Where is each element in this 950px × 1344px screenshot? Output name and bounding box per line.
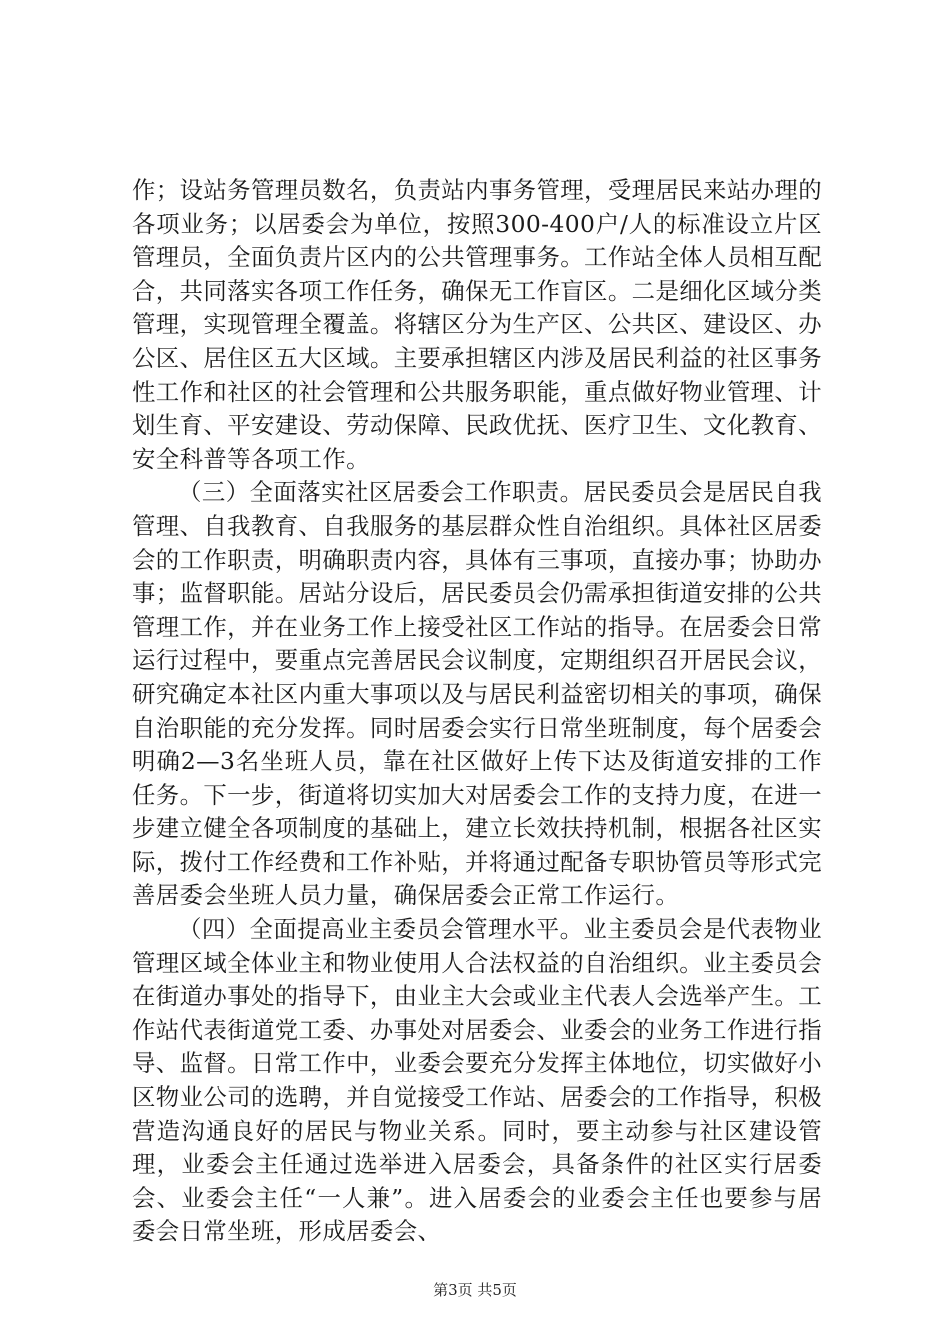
body-text [132, 174, 822, 1249]
paragraph-continuation: 作；设站务管理员数名，负责站内事务管理，受理居民来站办理的各项业务；以居委会为单位，按照300-400户/人的标准设立片区管理员，全面负责片区内的公共管理事务。工作站全体人员相互配合，共同落实各项工作任务，确保无工作盲区。二是细化区域分类管理，实现管理全覆盖。将辖区分为生产区、公共区、建设区、办公区、居住区五大区域。主要承担辖区内涉及居民利益的社区事务性工作和社区的社会管理和公共服务职能，重点做好物业管理、计划生育、平安建设、劳动保障、民政优抚、医疗卫生、文化教育、安全科普等各项工作。 [132, 176, 822, 473]
paragraph-section-three: （三）全面落实社区居委会工作职责。居民委员会是居民自我管理、自我教育、自我服务的基层群众性自治组织。具体社区居委会的工作职责，明确职责内容，具体有三事项，直接办事；协助办事；监督职能。居站分设后，居民委员会仍需承担街道安排的公共管理工作，并在业务工作上接受社区工作站的指导。在居委会日常运行过程中，要重点完善居民会议制度，定期组织召开居民会议，研究确定本社区内重大事项以及与居民利益密切相关的事项，确保自治职能的充分发挥。同时居委会实行日常坐班制度，每个居委会明确2—3名坐班人员，靠在社区做好上传下达及街道安排的工作任务。下一步，街道将切实加大对居委会工作的支持力度，在进一步建立健全各项制度的基础上，建立长效扶持机制，根据各社区实际，拨付工作经费和工作补贴，并将通过配备专职协管员等形式完善居委会坐班人员力量，确保居委会正常工作运行。 [132, 478, 822, 910]
page-footer: 第3页 共5页 [433, 1281, 517, 1299]
paragraph-section-four: （四）全面提高业主委员会管理水平。业主委员会是代表物业管理区域全体业主和物业使用人合法权益的自治组织。业主委员会在街道办事处的指导下，由业主大会或业主代表人会选举产生。工作站代表街道党工委、办事处对居委会、业委会的业务工作进行指导、监督。日常工作中，业委会要充分发挥主体地位，切实做好小区物业公司的选聘，并自觉接受工作站、居委会的工作指导，积极营造沟通良好的居民与物业关系。同时，要主动参与社区建设管理，业委会主任通过选举进入居委会，具备条件的社区实行居委会、业委会主任“一人兼”。进入居委会的业委会主任也要参与居委会日常坐班，形成居委会、 [132, 915, 822, 1246]
